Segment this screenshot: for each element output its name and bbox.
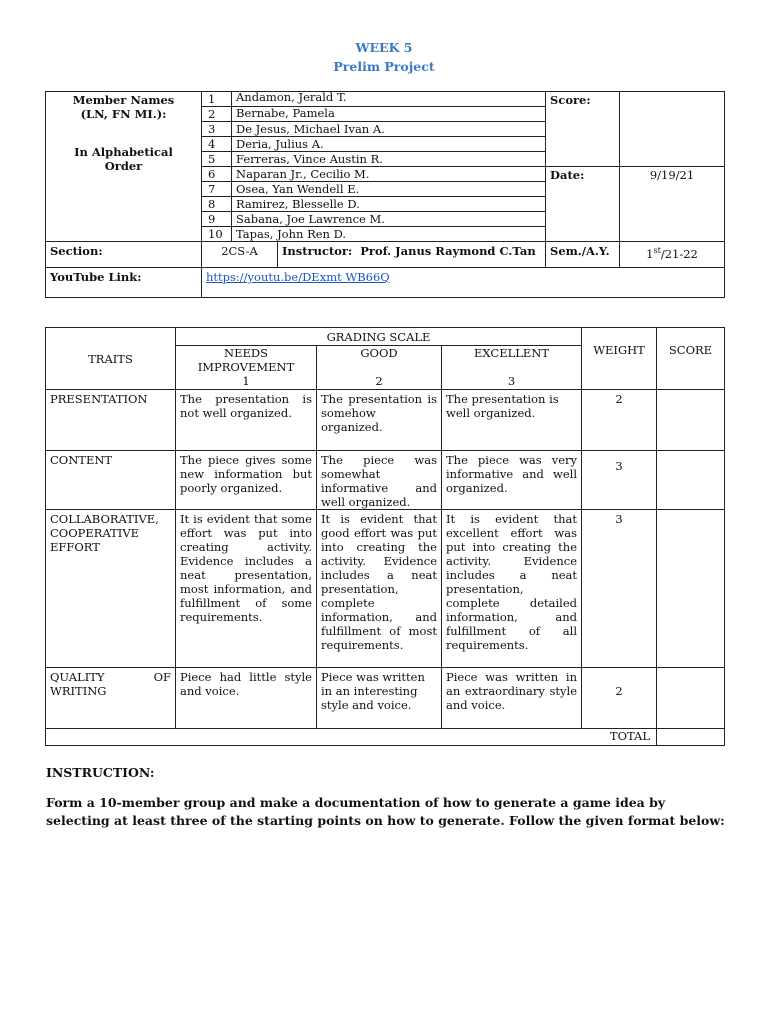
member-name: De Jesus, Michael Ivan A.	[232, 122, 546, 137]
instruction-title: INSTRUCTION:	[46, 765, 155, 780]
member-number: 10	[202, 227, 232, 242]
traits-header: TRAITS	[46, 328, 176, 390]
instructor-cell	[278, 242, 546, 268]
sem-value-sup: st	[653, 246, 661, 255]
rubric-row-content	[46, 451, 725, 510]
score-value[interactable]	[657, 668, 725, 729]
member-name: Naparan Jr., Cecilio M.	[232, 167, 546, 182]
page-title: Prelim Project	[333, 59, 435, 74]
needs-improvement-criteria: The presentation is not well organized.	[176, 390, 317, 451]
excellent-criteria: Piece was written in an extraordinary style and voice.	[442, 668, 582, 729]
weight-value: 2	[582, 668, 657, 729]
rubric-row-presentation	[46, 390, 725, 451]
trait-label: QUALITY OF WRITING	[46, 668, 176, 729]
member-name: Tapas, John Ren D.	[232, 227, 546, 242]
sem-label: Sem./A.Y.	[546, 242, 620, 268]
good-criteria: The presentation is somehow organized.	[317, 390, 442, 451]
trait-label: PRESENTATION	[46, 390, 176, 451]
section-value: 2CS-A	[202, 242, 278, 268]
date-label: Date:	[546, 167, 620, 242]
level-label: NEEDS IMPROVEMENT	[197, 346, 295, 374]
member-names-label-cell	[46, 92, 202, 242]
member-number: 9	[202, 212, 232, 227]
good-criteria: Piece was written in an interesting style and voice.	[317, 668, 442, 729]
member-number: 2	[202, 107, 232, 122]
excellent-criteria: It is evident that excellent effort was put into creating the activity. Evidence includes a neat presentation, complete detailed information, and fulfillment of all requirements.	[442, 510, 582, 668]
rubric-row-collaborative	[46, 510, 725, 668]
level-needs-improvement	[176, 346, 317, 390]
total-label: TOTAL	[46, 729, 657, 746]
sem-value-prefix: 1	[646, 246, 654, 261]
member-number: 3	[202, 122, 232, 137]
alphabetical-order-label: In Alphabetical Order	[74, 145, 173, 173]
level-number: 3	[507, 374, 516, 388]
instructor-value: Prof. Janus Raymond C.Tan	[360, 244, 536, 258]
score-label: Score:	[546, 92, 620, 167]
score-value[interactable]	[657, 510, 725, 668]
trait-label: COLLABORATIVE, COOPERATIVE EFFORT	[46, 510, 176, 668]
needs-improvement-criteria: It is evident that some effort was put into creating activity. Evidence includes a neat presentation, most information, and fulfillment of some requirements.	[176, 510, 317, 668]
member-name: Sabana, Joe Lawrence M.	[232, 212, 546, 227]
excellent-criteria: The presentation is well organized.	[442, 390, 582, 451]
level-label: GOOD	[360, 346, 398, 360]
excellent-criteria: The piece was very informative and well organized.	[442, 451, 582, 510]
sem-value	[620, 242, 725, 268]
member-name: Osea, Yan Wendell E.	[232, 182, 546, 197]
level-number: 2	[375, 374, 383, 388]
member-number: 6	[202, 167, 232, 182]
member-name: Ramirez, Blesselle D.	[232, 197, 546, 212]
score-header: SCORE	[657, 328, 725, 390]
score-value[interactable]	[657, 451, 725, 510]
week-heading: WEEK 5	[355, 40, 413, 55]
member-name: Bernabe, Pamela	[232, 107, 546, 122]
member-name: Ferreras, Vince Austin R.	[232, 152, 546, 167]
grading-scale-header: GRADING SCALE	[176, 328, 582, 346]
member-names-label: Member Names (LN, FN MI.):	[72, 93, 175, 121]
weight-value: 3	[582, 510, 657, 668]
needs-improvement-criteria: Piece had little style and voice.	[176, 668, 317, 729]
trait-label: CONTENT	[46, 451, 176, 510]
total-row	[46, 729, 725, 746]
member-number: 7	[202, 182, 232, 197]
youtube-link[interactable]: https://youtu.be/DExmt WB66Q	[206, 270, 390, 284]
member-name: Deria, Julius A.	[232, 137, 546, 152]
member-info-table	[45, 91, 725, 298]
member-number: 5	[202, 152, 232, 167]
member-number: 8	[202, 197, 232, 212]
rubric-table	[45, 327, 725, 746]
member-number: 1	[202, 92, 232, 107]
total-value[interactable]	[657, 729, 725, 746]
instruction-body: Form a 10-member group and make a documentation of how to generate a game idea by selecting at least three of the starting points on how to generate. Follow the given format below:	[46, 795, 725, 828]
rubric-row-quality	[46, 668, 725, 729]
sem-value-suffix: /21-22	[660, 246, 698, 261]
level-excellent	[442, 346, 582, 390]
instructor-label: Instructor:	[282, 244, 353, 258]
section-label: Section:	[46, 242, 202, 268]
youtube-label: YouTube Link:	[46, 268, 202, 298]
weight-header: WEIGHT	[582, 328, 657, 390]
level-number: 1	[242, 374, 250, 388]
needs-improvement-criteria: The piece gives some new information but poorly organized.	[176, 451, 317, 510]
score-value[interactable]	[657, 390, 725, 451]
weight-value: 3	[582, 451, 657, 510]
date-value: 9/19/21	[620, 167, 725, 242]
level-good	[317, 346, 442, 390]
member-name: Andamon, Jerald T.	[232, 92, 546, 107]
score-value[interactable]	[620, 92, 725, 167]
good-criteria: It is evident that good effort was put into creating the activity. Evidence includes a neat presentation, complete information, and fulfillment of most requirements.	[317, 510, 442, 668]
weight-value: 2	[582, 390, 657, 451]
good-criteria: The piece was somewhat informative and well organized.	[317, 451, 442, 510]
youtube-link-cell	[202, 268, 725, 298]
level-label: EXCELLENT	[474, 346, 549, 360]
member-number: 4	[202, 137, 232, 152]
